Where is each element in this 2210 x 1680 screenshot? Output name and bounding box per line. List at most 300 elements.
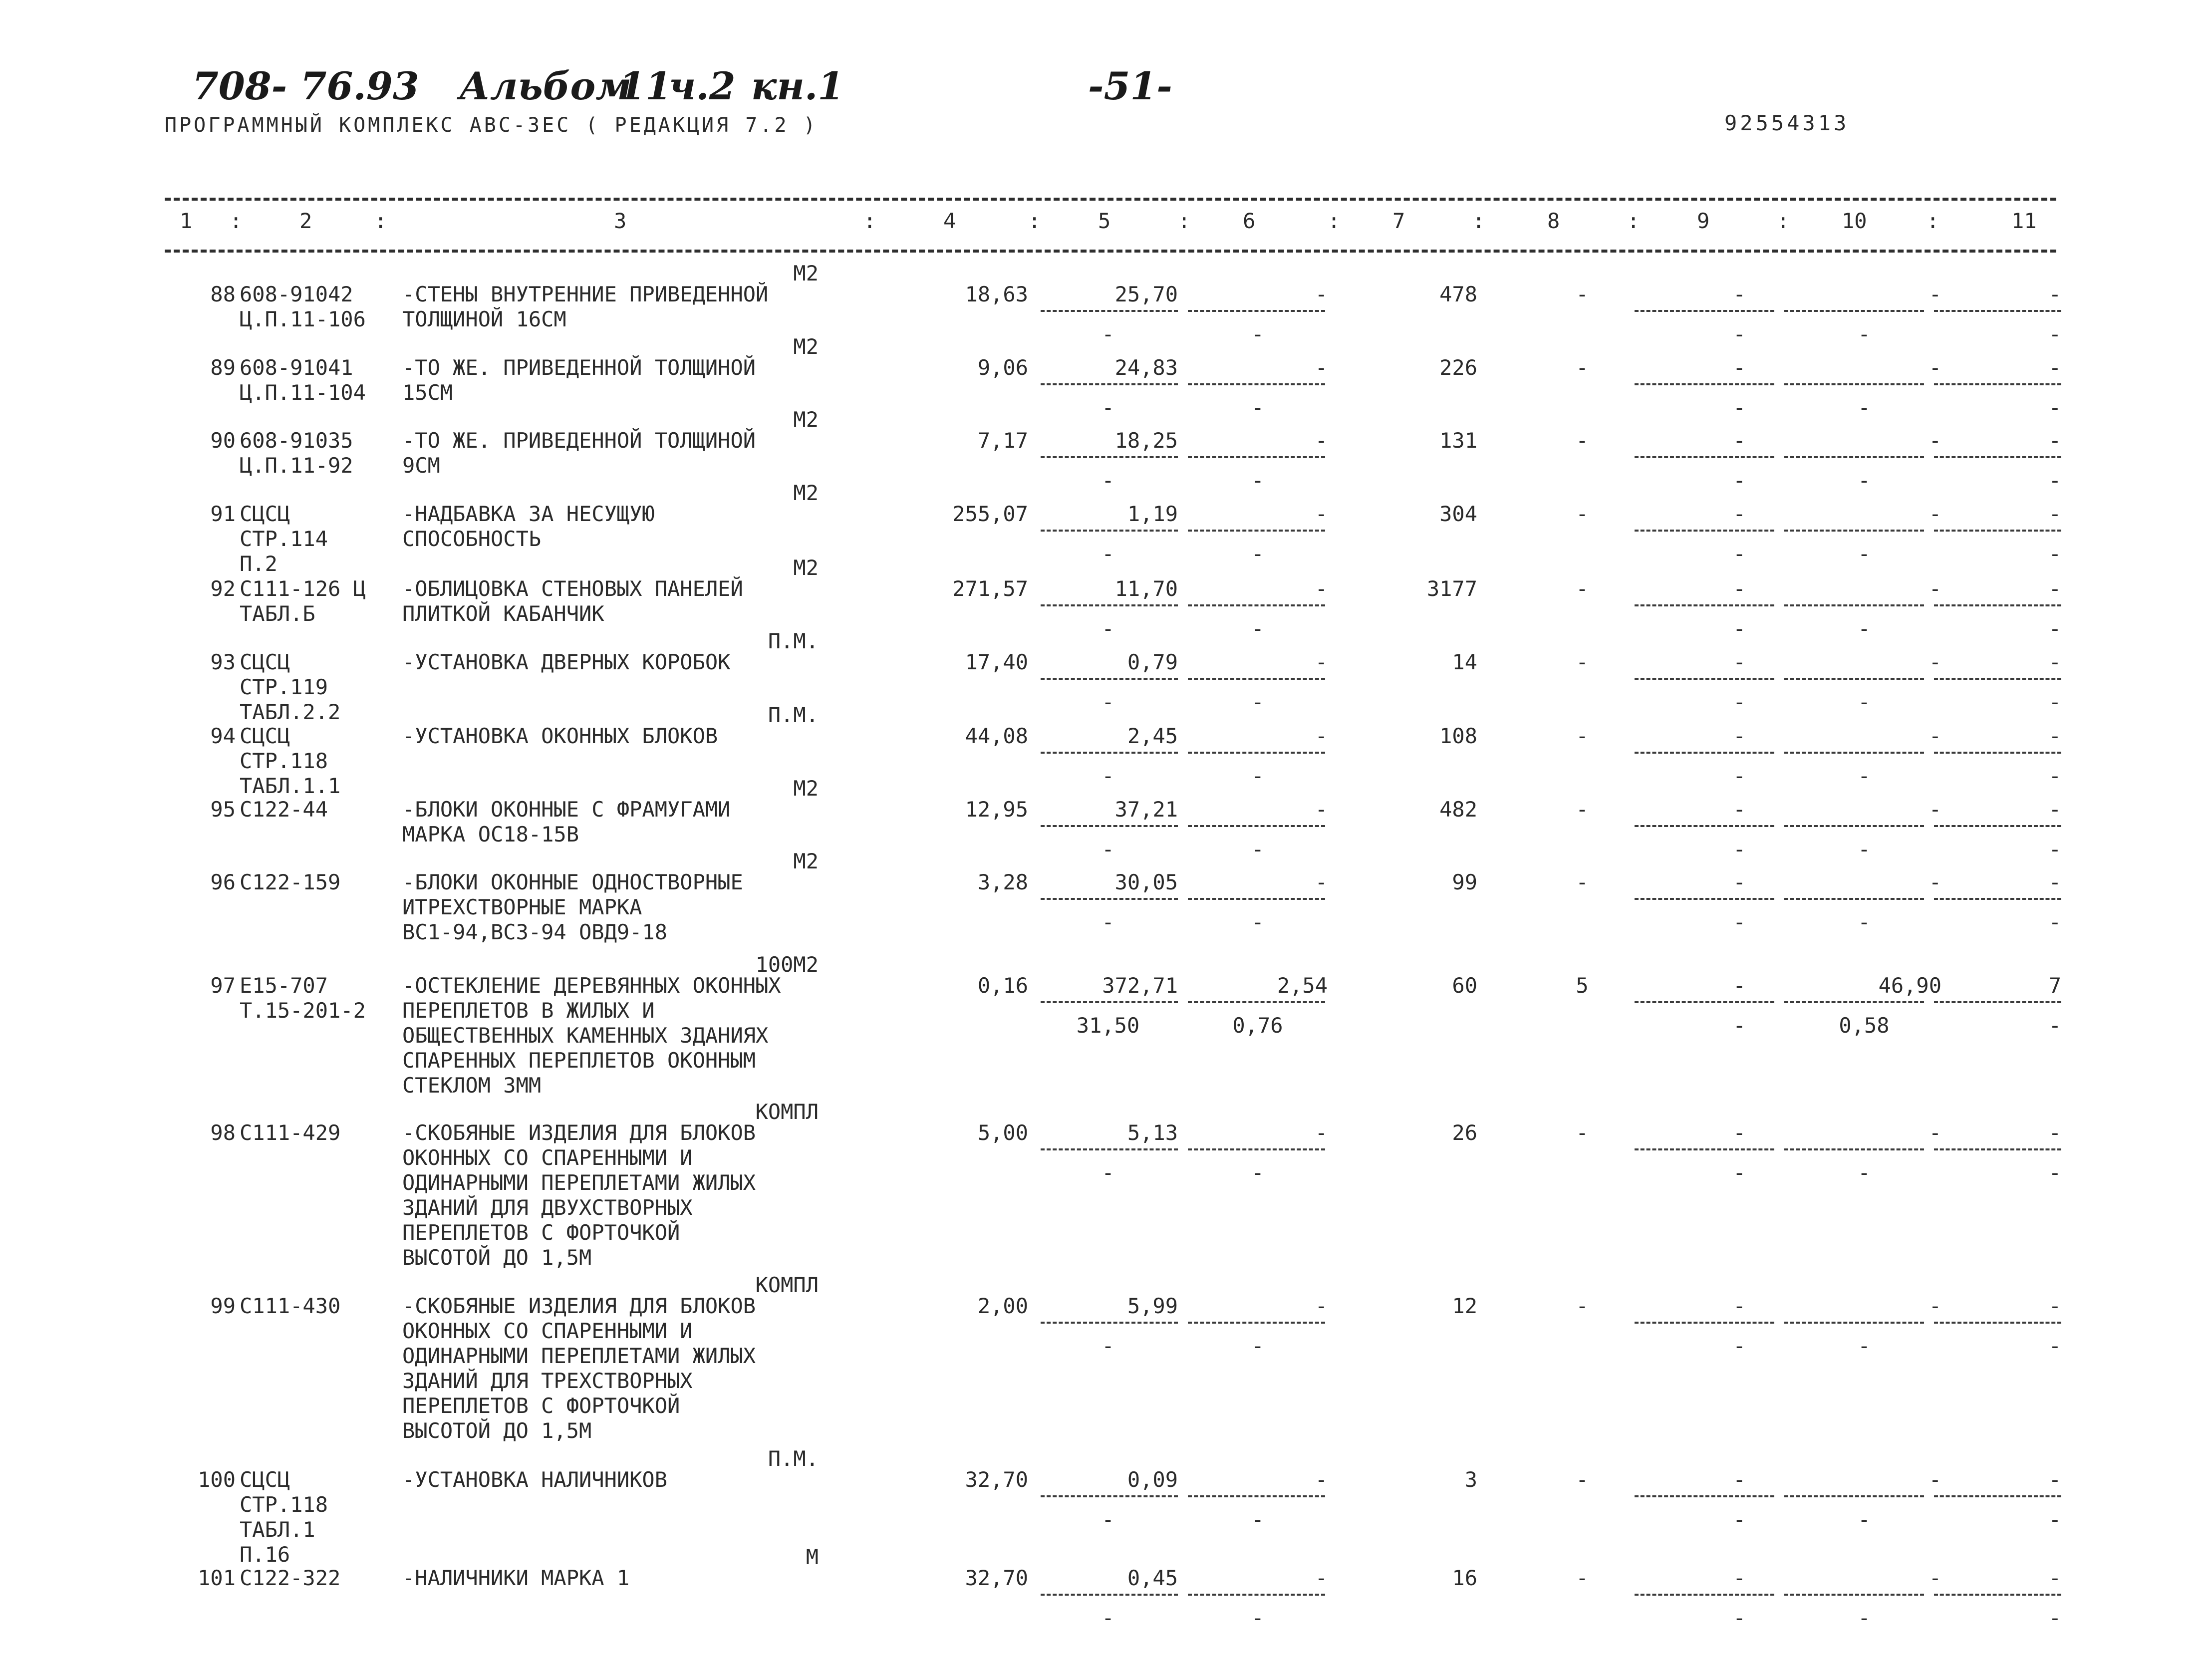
work-description: ИТРЕХСТВОРНЫЕ МАРКА [402,895,642,919]
column-10-value: - [1929,502,1941,526]
work-description: МАРКА ОС18-15В [402,822,579,846]
norm-code: СТР.119 [240,675,328,699]
column-6-value: 2,54 [1277,973,1328,998]
norm-code: СЦСЦ [240,1467,290,1492]
cell-underline [1188,383,1325,385]
column-8-value: 5 [1576,973,1589,998]
total-cost: 304 [1439,502,1477,526]
work-description: -БЛОКИ ОКОННЫЕ ОДНОСТВОРНЫЕ [402,870,743,894]
column-6-value: - [1315,576,1328,601]
column-9-value: - [1733,1294,1746,1318]
quantity: 17,40 [965,650,1028,674]
column-10-secondary: - [1858,1606,1871,1630]
column-8-value: - [1576,282,1589,306]
unit-of-measure: М2 [793,334,819,359]
column-9-value: - [1733,797,1746,822]
quantity: 2,00 [977,1294,1028,1318]
unit-cost: 1,19 [1127,502,1178,526]
cell-underline [1934,752,2061,754]
unit-cost: 0,79 [1127,650,1178,674]
unit-of-measure: КОМПЛ [755,1100,819,1124]
column-11-value: - [2048,1120,2061,1145]
column-11-value: - [2048,355,2061,380]
column-6-value: - [1315,1294,1328,1318]
column-6-secondary: - [1251,1507,1264,1532]
unit-cost-wage-part: - [1102,690,1114,714]
row-number: 96 [210,870,236,894]
row-number: 89 [210,355,236,380]
unit-cost: 5,13 [1127,1120,1178,1145]
total-cost: 482 [1439,797,1477,822]
quantity: 44,08 [965,724,1028,748]
column-8-value: - [1576,1294,1589,1318]
norm-code: 608-91042 [240,282,353,306]
column-11-value: 7 [2048,973,2061,998]
work-description: ВЫСОТОЙ ДО 1,5М [402,1245,592,1270]
cell-underline [1635,1148,1774,1150]
column-8-value: - [1576,870,1589,894]
column-11-secondary: - [2048,1160,2061,1185]
cell-underline [1934,678,2061,680]
column-11-secondary: - [2048,468,2061,493]
cell-underline [1188,1495,1325,1497]
page-number: -51- [1088,64,1172,108]
unit-cost-wage-part: - [1102,1160,1114,1185]
column-header-row: 1 : 2 : 3 : 4 : 5 : 6 : 7 : 8 : 9 : 10 : 11 [180,209,2037,233]
quantity: 5,00 [977,1120,1028,1145]
column-header: 3 [614,209,627,233]
row-number: 91 [210,502,236,526]
column-6-secondary: - [1251,837,1264,861]
column-6-value: - [1315,797,1328,822]
work-description: -СКОБЯНЫЕ ИЗДЕЛИЯ ДЛЯ БЛОКОВ [402,1120,756,1145]
cell-underline [1041,678,1178,680]
document-number: 92554313 [1724,111,1850,135]
column-9-secondary: - [1733,910,1746,934]
unit-cost-wage-part: - [1102,764,1114,788]
norm-code: С122-159 [240,870,341,894]
cell-underline [1784,456,1924,458]
cell-underline [1635,530,1774,532]
unit-of-measure: М2 [793,261,819,285]
cell-underline [1635,383,1774,385]
column-header: 4 [943,209,956,233]
cell-underline [1934,898,2061,900]
column-9-secondary: - [1733,837,1746,861]
column-6-secondary: - [1251,764,1264,788]
unit-cost-wage-part: - [1102,542,1114,566]
column-9-secondary: - [1733,1507,1746,1532]
column-8-value: - [1576,1120,1589,1145]
program-line: ПРОГРАММНЫЙ КОМПЛЕКС АВС-3ЕС ( РЕДАКЦИЯ 7.2 ) [165,114,818,137]
column-11-secondary: - [2048,764,2061,788]
column-header: 5 [1098,209,1111,233]
column-11-secondary: - [2048,1507,2061,1532]
quantity: 18,63 [965,282,1028,306]
column-10-secondary: - [1858,1334,1871,1358]
cell-underline [1188,530,1325,532]
cell-underline [1934,1594,2061,1596]
column-11-value: - [2048,870,2061,894]
unit-cost-wage-part: - [1102,468,1114,493]
column-9-value: - [1733,282,1746,306]
handwritten-series: 708- 76.93 [192,64,419,108]
norm-code: СЦСЦ [240,724,290,748]
column-6-value: - [1315,355,1328,380]
work-description: -ОСТЕКЛЕНИЕ ДЕРЕВЯННЫХ ОКОННЫХ [402,973,781,998]
quantity: 32,70 [965,1467,1028,1492]
norm-code: Ц.П.11-92 [240,453,353,478]
cell-underline [1784,752,1924,754]
work-description: -СТЕНЫ ВНУТРЕННИЕ ПРИВЕДЕННОЙ [402,282,769,306]
column-8-value: - [1576,797,1589,822]
cell-underline [1635,825,1774,827]
cell-underline [1635,678,1774,680]
column-9-secondary: - [1733,690,1746,714]
work-description: -ТО ЖЕ. ПРИВЕДЕННОЙ ТОЛЩИНОЙ [402,428,756,453]
cell-underline [1635,1322,1774,1324]
quantity: 255,07 [952,502,1028,526]
unit-cost-wage-part: - [1102,837,1114,861]
cell-underline [1041,310,1178,312]
total-cost: 99 [1452,870,1477,894]
column-6-value: - [1315,282,1328,306]
unit-cost-wage-part: - [1102,395,1114,420]
cell-underline [1784,1322,1924,1324]
handwritten-album-number: 11 [619,64,672,108]
cell-underline [1188,1594,1325,1596]
cell-underline [1934,1148,2061,1150]
cell-underline [1784,678,1924,680]
column-9-secondary: - [1733,1160,1746,1185]
row-number: 95 [210,797,236,822]
work-description: ОБЩЕСТВЕННЫХ КАМЕННЫХ ЗДАНИЯХ [402,1023,769,1048]
column-8-value: - [1576,724,1589,748]
cell-underline [1041,1148,1178,1150]
cell-underline [1784,1495,1924,1497]
total-cost: 12 [1452,1294,1477,1318]
cell-underline [1934,1001,2061,1003]
norm-code: 608-91035 [240,428,353,453]
cell-underline [1784,1594,1924,1596]
column-6-value: - [1315,724,1328,748]
cell-underline [1188,898,1325,900]
column-6-secondary: - [1251,910,1264,934]
column-9-value: - [1733,973,1746,998]
work-description: ПЛИТКОЙ КАБАНЧИК [402,601,604,626]
unit-cost: 25,70 [1114,282,1178,306]
total-cost: 14 [1452,650,1477,674]
cell-underline [1041,825,1178,827]
quantity: 12,95 [965,797,1028,822]
column-10-value: 46,90 [1878,973,1941,998]
column-10-value: - [1929,282,1941,306]
work-description: -БЛОКИ ОКОННЫЕ С ФРАМУГАМИ [402,797,731,822]
norm-code: С122-322 [240,1566,341,1590]
row-number: 98 [210,1120,236,1145]
column-9-secondary: - [1733,1606,1746,1630]
column-11-value: - [2048,724,2061,748]
column-8-value: - [1576,428,1589,453]
unit-of-measure: М2 [793,776,819,801]
column-11-value: - [2048,1467,2061,1492]
column-9-value: - [1733,428,1746,453]
unit-of-measure: П.М. [768,1446,819,1471]
column-8-value: - [1576,576,1589,601]
cell-underline [1784,1148,1924,1150]
norm-code: СТР.118 [240,1492,328,1517]
total-cost: 226 [1439,355,1477,380]
cell-underline [1635,898,1774,900]
unit-of-measure: П.М. [768,629,819,653]
cell-underline [1041,1594,1178,1596]
column-6-value: - [1315,650,1328,674]
cell-underline [1934,604,2061,606]
unit-cost: 18,25 [1114,428,1178,453]
norm-code: СТР.118 [240,749,328,773]
unit-of-measure: М2 [793,849,819,873]
column-10-secondary: - [1858,322,1871,346]
column-header: 1 [180,209,193,233]
column-10-secondary: - [1858,910,1871,934]
norm-code: СЦСЦ [240,650,290,674]
column-9-value: - [1733,355,1746,380]
cell-underline [1784,383,1924,385]
column-6-value: - [1315,428,1328,453]
column-11-value: - [2048,576,2061,601]
norm-code: ТАБЛ.1.1 [240,774,341,798]
column-header: 6 [1243,209,1256,233]
quantity: 3,28 [977,870,1028,894]
unit-of-measure: КОМПЛ [755,1273,819,1297]
handwritten-part: ч.2 [669,64,736,108]
unit-cost: 24,83 [1114,355,1178,380]
column-6-secondary: - [1251,616,1264,641]
unit-cost: 11,70 [1114,576,1178,601]
column-10-secondary: 0,58 [1839,1013,1890,1038]
cell-underline [1635,310,1774,312]
work-description: -УСТАНОВКА ОКОННЫХ БЛОКОВ [402,724,718,748]
column-11-value: - [2048,502,2061,526]
column-header: 2 [299,209,312,233]
unit-of-measure: П.М. [768,703,819,727]
unit-cost: 372,71 [1102,973,1178,998]
column-6-value: - [1315,1467,1328,1492]
work-description: ОКОННЫХ СО СПАРЕННЫМИ И [402,1145,693,1170]
column-10-secondary: - [1858,542,1871,566]
column-9-value: - [1733,1120,1746,1145]
column-10-secondary: - [1858,1160,1871,1185]
column-10-value: - [1929,1467,1941,1492]
work-description: ПЕРЕПЛЕТОВ В ЖИЛЫХ И [402,998,655,1023]
column-9-secondary: - [1733,764,1746,788]
table-header-rule [165,250,2056,253]
unit-cost-wage-part: - [1102,910,1114,934]
column-9-value: - [1733,870,1746,894]
row-number: 99 [210,1294,236,1318]
column-6-value: - [1315,1566,1328,1590]
column-10-secondary: - [1858,837,1871,861]
norm-code: Ц.П.11-104 [240,380,366,405]
total-cost: 26 [1452,1120,1477,1145]
column-8-value: - [1576,502,1589,526]
column-6-value: - [1315,502,1328,526]
norm-code: ТАБЛ.Б [240,601,315,626]
column-11-secondary: - [2048,690,2061,714]
column-9-value: - [1733,650,1746,674]
unit-of-measure: М [806,1545,819,1569]
column-6-secondary: - [1251,468,1264,493]
work-description: -НАЛИЧНИКИ МАРКА 1 [402,1566,630,1590]
column-9-secondary: - [1733,1334,1746,1358]
column-11-secondary: - [2048,322,2061,346]
column-11-value: - [2048,797,2061,822]
work-description: ЗДАНИЙ ДЛЯ ТРЕХСТВОРНЫХ [402,1369,693,1393]
column-9-value: - [1733,1467,1746,1492]
unit-cost-wage-part: - [1102,1507,1114,1532]
column-header: 11 [2011,209,2037,233]
row-number: 101 [198,1566,236,1590]
cell-underline [1041,898,1178,900]
work-description: -УСТАНОВКА НАЛИЧНИКОВ [402,1467,668,1492]
column-10-value: - [1929,724,1941,748]
column-10-value: - [1929,1294,1941,1318]
table-top-rule [165,198,2056,201]
cell-underline [1188,752,1325,754]
cell-underline [1188,678,1325,680]
work-description: СТЕКЛОМ 3ММ [402,1073,542,1098]
column-6-secondary: - [1251,322,1264,346]
column-10-value: - [1929,797,1941,822]
column-11-secondary: - [2048,837,2061,861]
column-10-secondary: - [1858,1507,1871,1532]
handwritten-book: кн.1 [751,64,844,108]
row-number: 94 [210,724,236,748]
work-description: ОКОННЫХ СО СПАРЕННЫМИ И [402,1319,693,1343]
work-description: -НАДБАВКА ЗА НЕСУЩУЮ [402,502,655,526]
column-10-secondary: - [1858,395,1871,420]
column-9-secondary: - [1733,616,1746,641]
work-description: 15СМ [402,380,453,405]
row-number: 97 [210,973,236,998]
column-10-value: - [1929,576,1941,601]
total-cost: 3177 [1426,576,1477,601]
norm-code: СТР.114 [240,527,328,551]
cell-underline [1041,1322,1178,1324]
quantity: 7,17 [977,428,1028,453]
unit-cost: 0,45 [1127,1566,1178,1590]
column-11-secondary: - [2048,616,2061,641]
column-6-secondary: - [1251,690,1264,714]
column-6-value: - [1315,1120,1328,1145]
column-10-value: - [1929,650,1941,674]
column-6-secondary: - [1251,1334,1264,1358]
cell-underline [1934,1495,2061,1497]
cell-underline [1188,1148,1325,1150]
column-10-secondary: - [1858,616,1871,641]
norm-code: СЦСЦ [240,502,290,526]
column-11-value: - [2048,1566,2061,1590]
column-10-value: - [1929,870,1941,894]
column-6-secondary: - [1251,1606,1264,1630]
column-10-value: - [1929,1120,1941,1145]
unit-of-measure: М2 [793,556,819,580]
norm-code: С111-429 [240,1120,341,1145]
norm-code: ТАБЛ.1 [240,1517,315,1542]
row-number: 100 [198,1467,236,1492]
column-9-secondary: - [1733,542,1746,566]
work-description: ВС1-94,ВС3-94 ОВД9-18 [402,920,668,944]
cell-underline [1188,604,1325,606]
unit-cost: 0,09 [1127,1467,1178,1492]
norm-code: 608-91041 [240,355,353,380]
column-6-secondary: - [1251,542,1264,566]
handwritten-album: Альбом [459,64,632,108]
cell-underline [1188,825,1325,827]
column-6-secondary: - [1251,1160,1264,1185]
norm-code: Е15-707 [240,973,328,998]
column-header: 7 [1392,209,1405,233]
column-10-secondary: - [1858,690,1871,714]
column-9-secondary: - [1733,395,1746,420]
cell-underline [1784,310,1924,312]
work-description: ОДИНАРНЫМИ ПЕРЕПЛЕТАМИ ЖИЛЫХ [402,1344,756,1368]
work-description: ОДИНАРНЫМИ ПЕРЕПЛЕТАМИ ЖИЛЫХ [402,1170,756,1195]
work-description: СПОСОБНОСТЬ [402,527,542,551]
cell-underline [1041,383,1178,385]
unit-cost: 2,45 [1127,724,1178,748]
column-9-value: - [1733,724,1746,748]
work-description: СПАРЕННЫХ ПЕРЕПЛЕТОВ ОКОННЫМ [402,1048,756,1073]
column-8-value: - [1576,1566,1589,1590]
unit-cost-wage-part: - [1102,616,1114,641]
norm-code: Т.15-201-2 [240,998,366,1023]
row-number: 90 [210,428,236,453]
column-11-secondary: - [2048,395,2061,420]
work-description: ПЕРЕПЛЕТОВ С ФОРТОЧКОЙ [402,1394,680,1418]
cell-underline [1934,825,2061,827]
work-description: ТОЛЩИНОЙ 16СМ [402,307,566,331]
column-11-value: - [2048,282,2061,306]
norm-code: ТАБЛ.2.2 [240,700,341,724]
cell-underline [1635,456,1774,458]
unit-cost: 37,21 [1114,797,1178,822]
column-10-secondary: - [1858,468,1871,493]
column-11-secondary: - [2048,1013,2061,1038]
unit-of-measure: М2 [793,407,819,432]
column-8-value: - [1576,650,1589,674]
column-header: 9 [1697,209,1710,233]
cell-underline [1784,1001,1924,1003]
row-number: 92 [210,576,236,601]
unit-cost: 30,05 [1114,870,1178,894]
cell-underline [1635,1001,1774,1003]
unit-of-measure: М2 [793,481,819,505]
cell-underline [1934,1322,2061,1324]
column-11-secondary: - [2048,1334,2061,1358]
cell-underline [1635,1495,1774,1497]
column-6-secondary: 0,76 [1232,1013,1283,1038]
column-9-secondary: - [1733,1013,1746,1038]
work-description: 9СМ [402,453,440,478]
column-6-value: - [1315,870,1328,894]
total-cost: 3 [1464,1467,1477,1492]
column-11-value: - [2048,650,2061,674]
unit-cost-wage-part: - [1102,1606,1114,1630]
cell-underline [1188,310,1325,312]
cell-underline [1041,1001,1178,1003]
total-cost: 108 [1439,724,1477,748]
